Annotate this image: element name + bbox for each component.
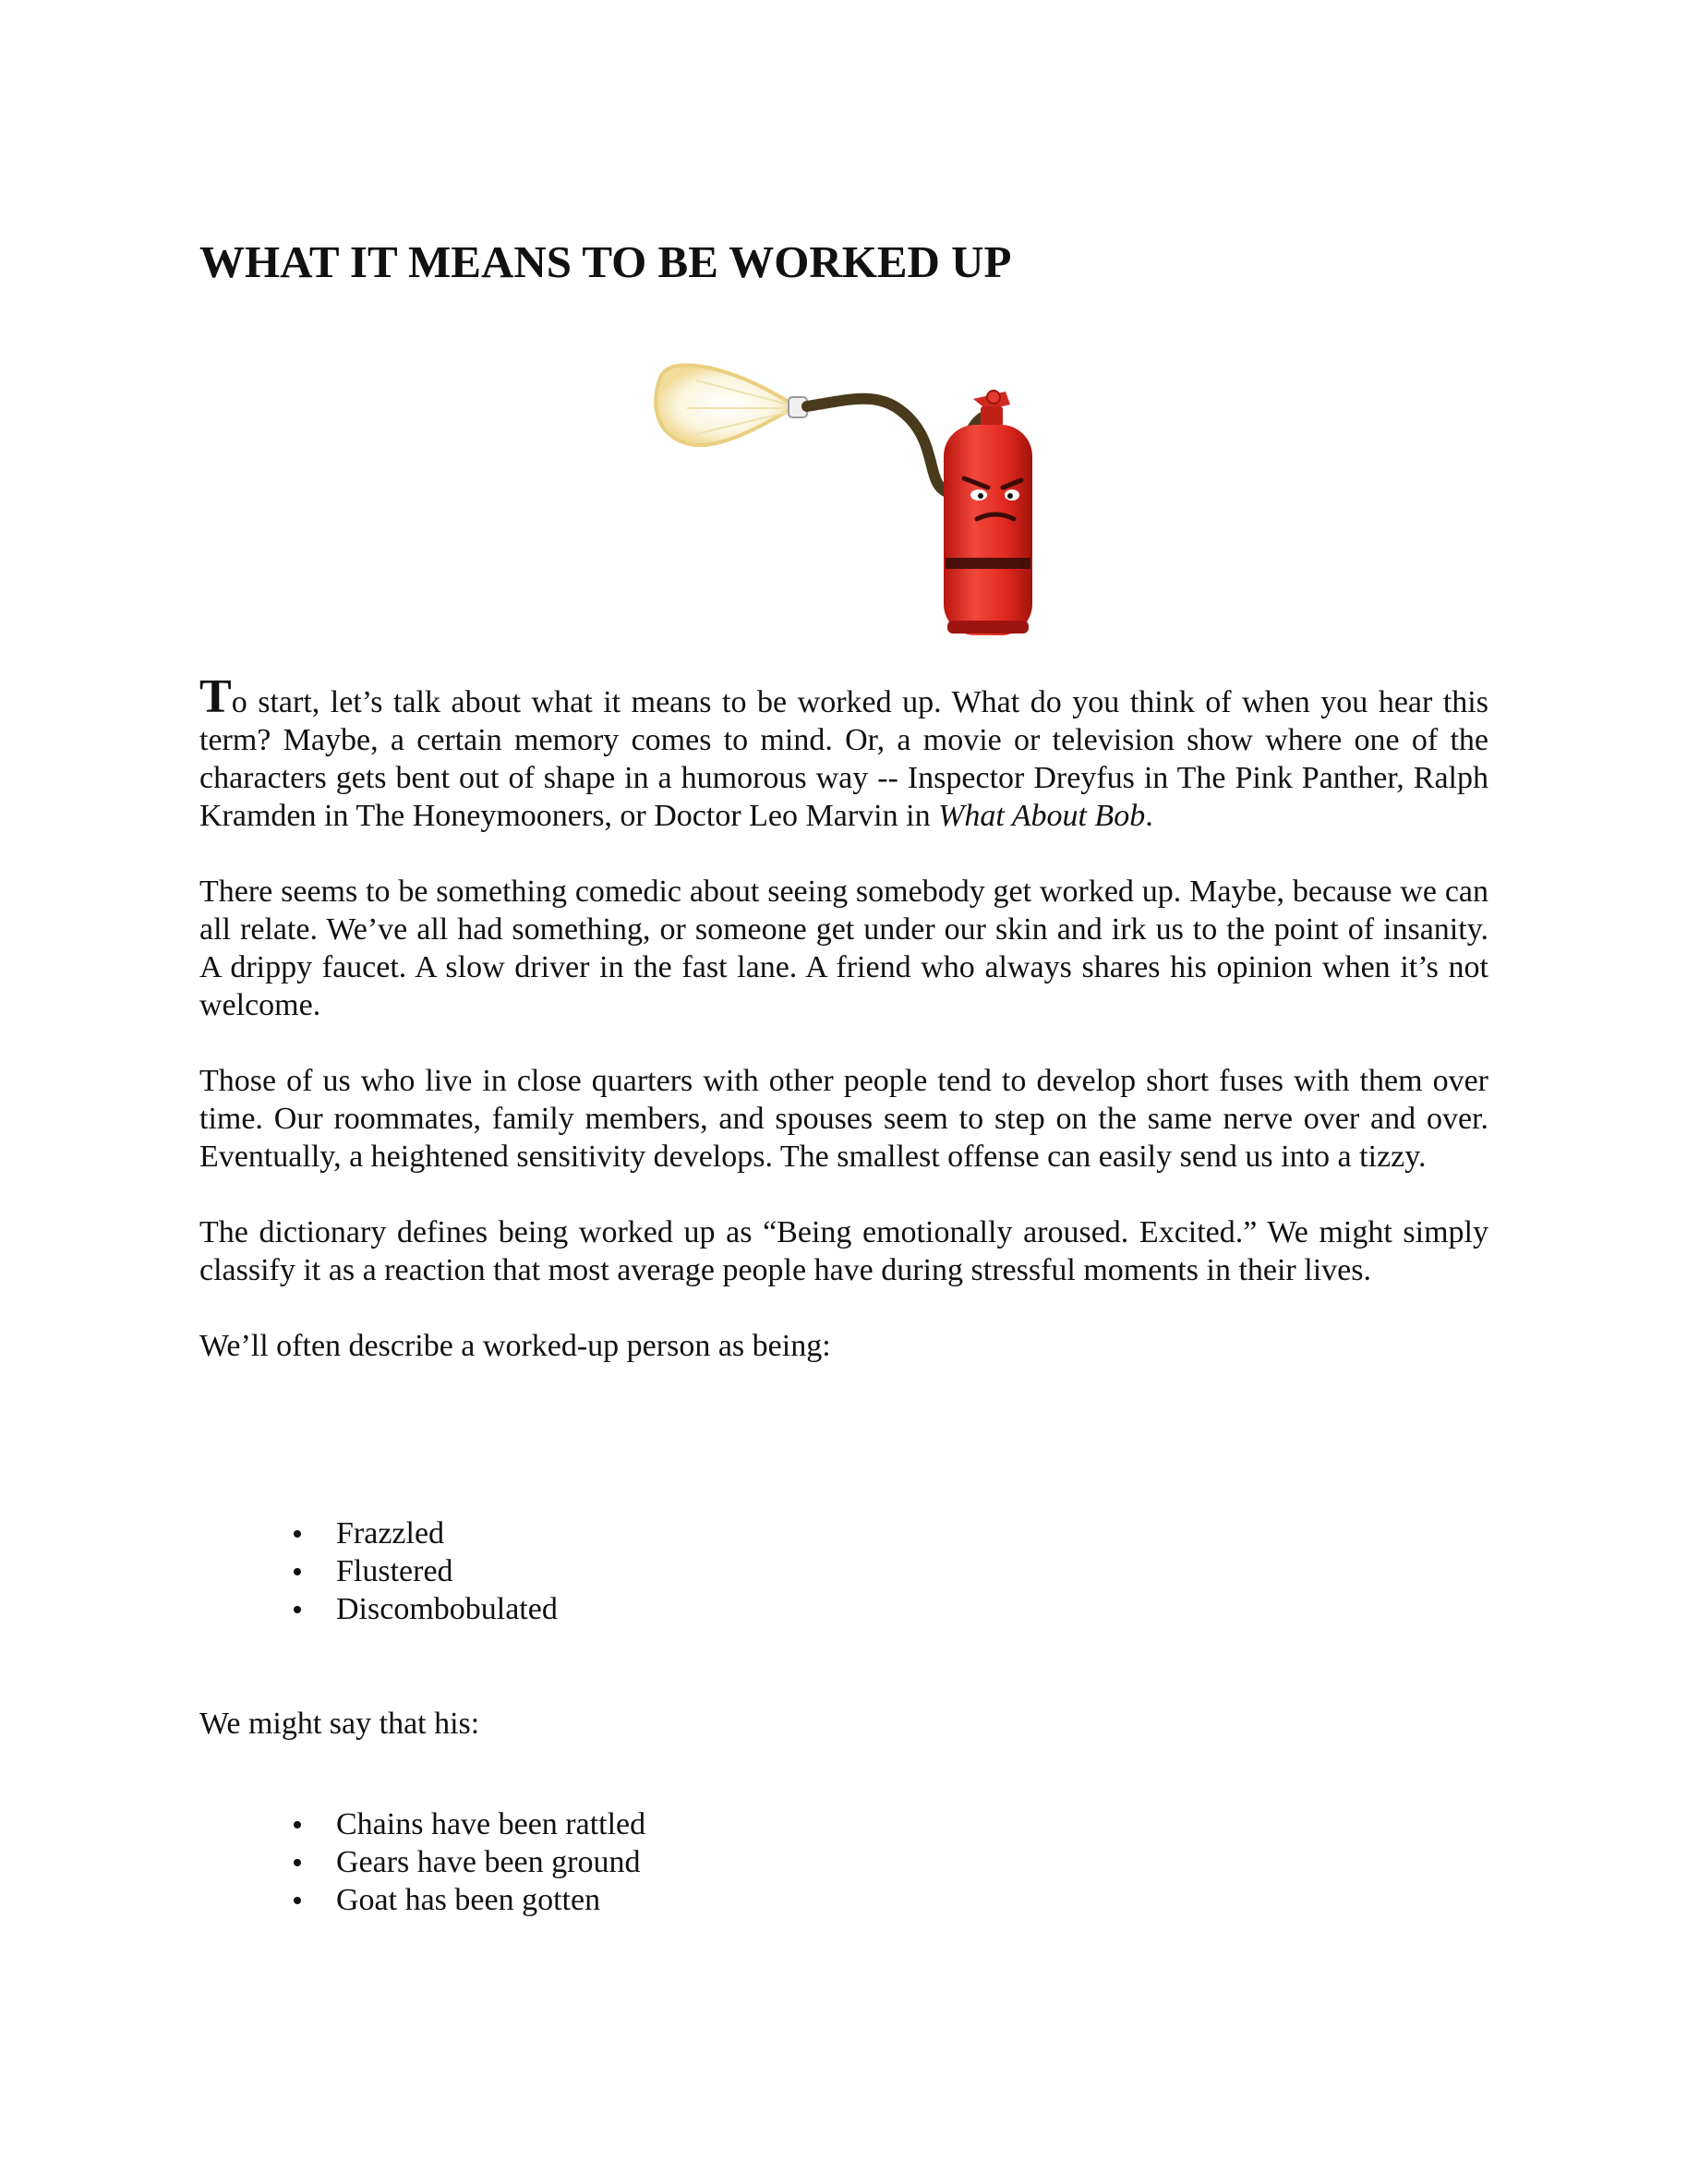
- bullet-icon: [294, 1606, 301, 1613]
- bullet-icon: [294, 1568, 301, 1575]
- bullet-icon: [294, 1897, 301, 1904]
- list-item: Flustered: [294, 1552, 558, 1590]
- bullet-icon: [294, 1821, 301, 1828]
- list-item: Frazzled: [294, 1514, 558, 1552]
- bullet-icon: [294, 1530, 301, 1538]
- idiom-list: [294, 1805, 645, 1919]
- article-body: [199, 670, 1488, 1403]
- paragraph-6: We might say that his:: [199, 1707, 480, 1741]
- list-item: Gears have been ground: [294, 1843, 645, 1881]
- paragraph-2: There seems to be something comedic about seeing somebody get worked up. Maybe, because we can all relate. We’ve all had something, or someone get under our skin and irk us to the point of insanity. A drippy faucet. A slow driver in the fast lane. A friend who always shares his opinion when it’s not welcome.: [199, 875, 1488, 1022]
- movie-title: What About Bob: [938, 799, 1146, 833]
- spray-shape: [656, 366, 796, 446]
- description-list: [294, 1514, 558, 1628]
- document-page: [199, 0, 1488, 2184]
- paragraph-3: Those of us who live in close quarters with other people tend to develop short fuses with them over time. Our roommates, family members, and spouses seem to step on the same nerve over and over. Eventually, a heightened sensitivity develops. The smallest offense can easily send us into a tizzy.: [199, 1064, 1488, 1174]
- page-title: WHAT IT MEANS TO BE WORKED UP: [199, 236, 1012, 287]
- paragraph-5: We’ll often describe a worked-up person as being:: [199, 1329, 831, 1363]
- extinguisher-body: [944, 425, 1032, 635]
- bullet-icon: [294, 1859, 301, 1866]
- drop-cap: T: [199, 670, 232, 723]
- paragraph-1: To start, let’s talk about what it means to be worked up. What do you think of when you hear this term? Maybe, a certain memory comes to mind. Or, a movie or television show where one of the characters gets bent out of shape in a humorous way -- Inspector Dreyfus in The Pink Panther, Ralph Kramden in The Honeymooners, or Doctor Leo Marvin in What About Bob.: [199, 670, 1488, 833]
- paragraph-4: The dictionary defines being worked up as “Being emotionally aroused. Excited.” We might simply classify it as a reaction that most average people have during stressful moments in their lives.: [199, 1215, 1488, 1287]
- angry-fire-extinguisher-icon: [641, 344, 1066, 648]
- list-item: Discombobulated: [294, 1590, 558, 1628]
- list-item: Chains have been rattled: [294, 1805, 645, 1843]
- list-item: Goat has been gotten: [294, 1881, 645, 1919]
